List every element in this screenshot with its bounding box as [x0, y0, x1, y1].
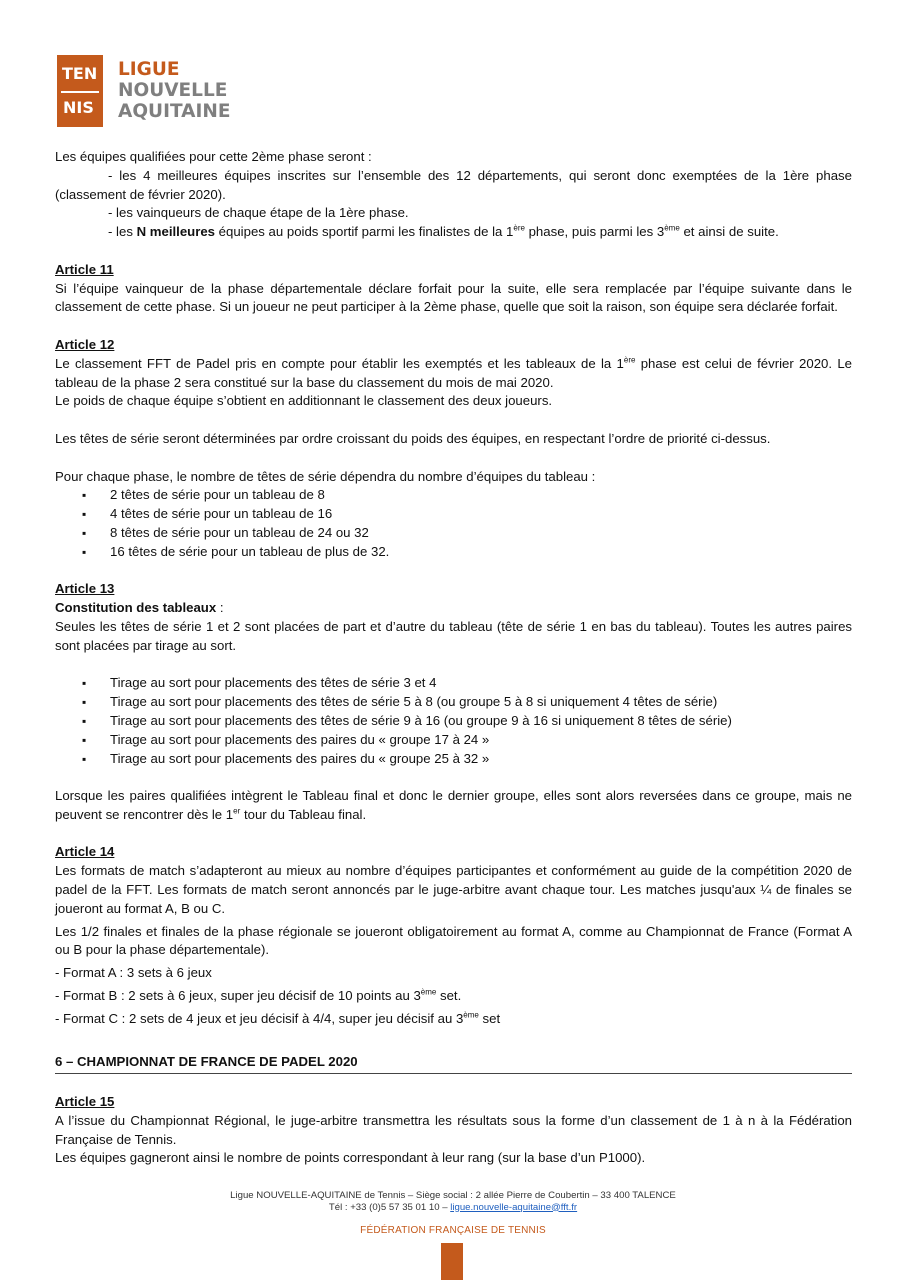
footer-color-tab: [441, 1243, 463, 1280]
article-13-title: Article 13: [55, 581, 115, 597]
footer-email-link[interactable]: ligue.nouvelle-aquitaine@fft.fr: [450, 1201, 578, 1213]
logo-wordmark: [118, 59, 230, 122]
article-15-para-2: Les équipes gagneront ainsi le nombre de points correspondant à leur rang (sur la base d’un P1000).: [55, 1150, 646, 1166]
article-13-para-1: Seules les têtes de série 1 et 2 sont placées de part et d’autre du tableau (tête de série 1 en bas du tableau). Toutes les autres paires sont placées par tirage au sort.: [55, 618, 852, 653]
format-b: - Format B : 2 sets à 6 jeux, super jeu décisif de 10 points au 3ème set.: [55, 987, 462, 1004]
logo-line-ligue: LIGUE: [118, 59, 180, 80]
seed-count-list: [55, 486, 852, 561]
article-12-title: Article 12: [55, 336, 115, 352]
draw-list: [55, 674, 852, 768]
page-footer: [0, 1190, 906, 1237]
intro-item-1: - les 4 meilleures équipes inscrites sur l’ensemble des 12 départements, qui seront donc exemptées de la 1ère phase (classement de février 2020).: [55, 167, 852, 202]
article-11-title: Article 11: [55, 261, 114, 277]
article-14-para-2: Les 1/2 finales et finales de la phase régionale se joueront obligatoirement au format A, comme au Championnat de France (Format A ou B pour la phase départementale).: [55, 923, 852, 958]
list-item: ▪ Tirage au sort pour placements des têtes de série 9 à 16 (ou groupe 9 à 16 si uniquement 8 têtes de série): [55, 712, 852, 731]
list-item: ▪ Tirage au sort pour placements des paires du « groupe 25 à 32 »: [55, 750, 852, 769]
article-15-title: Article 15: [55, 1094, 115, 1110]
section-6-title: 6 – CHAMPIONNAT DE FRANCE DE PADEL 2020: [55, 1053, 852, 1074]
article-14-title: Article 14: [55, 844, 115, 860]
logo-mark-line1: TEN: [62, 64, 98, 83]
footer-address: Ligue NOUVELLE-AQUITAINE de Tennis – Siège social : 2 allée Pierre de Coubertin – 33 400 TALENCE: [230, 1190, 676, 1201]
intro-item-3: - les N meilleures équipes au poids sportif parmi les finalistes de la 1ère phase, puis parmi les 3ème et ainsi de suite.: [108, 223, 779, 240]
footer-contact: Tél : +33 (0)5 57 35 01 10 – ligue.nouvelle-aquitaine@fft.fr: [328, 1201, 578, 1213]
article-13-para-2: Lorsque les paires qualifiées intègrent le Tableau final et donc le dernier groupe, elles sont alors reversées dans ce groupe, mais ne peuvent se rencontrer dès le 1er tour du Tableau final.: [55, 788, 852, 822]
list-item: ▪ 2 têtes de série pour un tableau de 8: [55, 486, 852, 505]
article-11-text: Si l’équipe vainqueur de la phase départementale déclare forfait pour la suite, elle sera remplacée par l’équipe suivante dans le classement de cette phase. Si un joueur ne peut participer à la 2ème phase, quelle que soit la raison, son équipe sera déclarée forfait.: [55, 280, 852, 315]
format-a: - Format A : 3 sets à 6 jeux: [55, 965, 212, 981]
article-14-para-1: Les formats de match s’adapteront au mieux au nombre d’équipes participantes et conformément au guide de la compétition 2020 de padel de la FFT. Les formats de match seront annoncés par le juge-arbitre avant chaque tour. Les matches jusqu'aux ¼ de finales se joueront au format A, B ou C.: [55, 863, 852, 916]
footer-federation: FÉDÉRATION FRANÇAISE DE TENNIS: [360, 1225, 546, 1236]
logo-mark-line2: NIS: [63, 98, 94, 117]
list-item: ▪ 4 têtes de série pour un tableau de 16: [55, 505, 852, 524]
article-12-para-2: Le poids de chaque équipe s’obtient en additionnant le classement des deux joueurs.: [55, 393, 553, 409]
article-12-para-3: Les têtes de série seront déterminées par ordre croissant du poids des équipes, en respectant l’ordre de priorité ci-dessus.: [55, 430, 771, 446]
list-item: ▪ 16 têtes de série pour un tableau de plus de 32.: [55, 543, 852, 562]
document-body: [55, 148, 852, 1168]
format-c: - Format C : 2 sets de 4 jeux et jeu décisif à 4/4, super jeu décisif au 3ème set: [55, 1010, 501, 1026]
logo-line-aquitaine: AQUITAINE: [118, 101, 231, 122]
article-12-para-4: Pour chaque phase, le nombre de têtes de série dépendra du nombre d’équipes du tableau :: [55, 468, 596, 484]
list-item: ▪ Tirage au sort pour placements des têtes de série 3 et 4: [55, 674, 852, 693]
list-item: ▪ Tirage au sort pour placements des têtes de série 5 à 8 (ou groupe 5 à 8 si uniquement 4 têtes de série): [55, 693, 852, 712]
tennis-logo-mark: [57, 55, 103, 127]
intro-heading: Les équipes qualifiées pour cette 2ème phase seront :: [55, 149, 372, 164]
list-item: ▪ 8 têtes de série pour un tableau de 24 ou 32: [55, 524, 852, 543]
article-13-subtitle: Constitution des tableaux :: [55, 600, 224, 616]
list-item: ▪ Tirage au sort pour placements des paires du « groupe 17 à 24 »: [55, 731, 852, 750]
article-15-para-1: A l’issue du Championnat Régional, le juge-arbitre transmettra les résultats sous la forme d’un classement de 1 à n à la Fédération Française de Tennis.: [55, 1112, 852, 1147]
logo-line-nouvelle: NOUVELLE: [118, 80, 228, 101]
article-12-para-1: Le classement FFT de Padel pris en compte pour établir les exemptés et les tableaux de la 1ère phase est celui de février 2020. Le tableau de la phase 2 sera constitué sur la base du classement du mois de mai 2020.: [55, 355, 852, 390]
intro-item-2: - les vainqueurs de chaque étape de la 1ère phase.: [108, 205, 409, 221]
